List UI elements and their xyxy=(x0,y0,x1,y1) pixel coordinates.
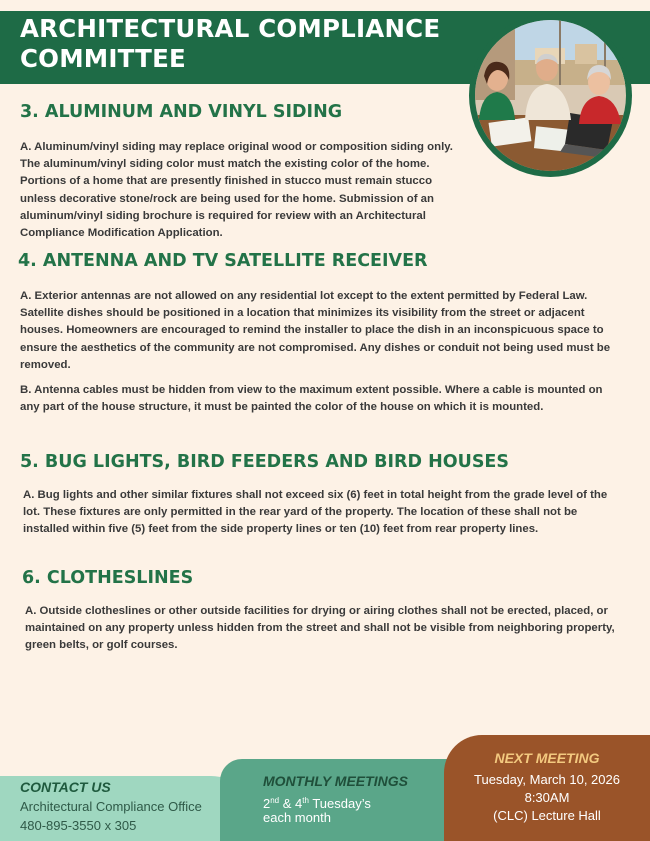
section-clotheslines-paragraph-a: A. Outside clotheslines or other outside facilities for drying or airing clothes shall not be erected, placed, or maintained on any property unless hidden from the street and shall not be visible from neighboring property, green belts, or golf courses. xyxy=(25,605,615,652)
section-heading-antenna: 4. ANTENNA AND TV SATELLITE RECEIVER xyxy=(18,251,428,271)
meetings-title: MONTHLY MEETINGS xyxy=(263,773,408,789)
section-bug-lights-paragraph-a: A. Bug lights and other similar fixtures shall not exceed six (6) feet in total height from the grade level of the lot. These fixtures are only permitted in the rear yard of the property. The location of these shall not be installed within five (5) feet from the side property lines or ten (10) feet from rear property lines. xyxy=(23,489,608,536)
contact-phone: 480-895-3550 x 305 xyxy=(20,818,137,833)
next-meeting-date: Tuesday, March 10, 2026 xyxy=(474,772,620,787)
meetings-day2-suffix: th xyxy=(302,796,309,805)
contact-title: CONTACT US xyxy=(20,779,111,795)
section-antenna-paragraph-a: A. Exterior antennas are not allowed on any residential lot except to the extent permitted by Federal Law. Satellite dishes should be positioned in a location that minimizes its visibility from the street or adjacent houses. Homeowners are encouraged to remind the installer to place the dish in an inconspicuous space to ensure the aesthetics of the community are not compromised. Any dishes or conduit not being used must be removed. xyxy=(20,290,611,371)
meetings-day1-suffix: nd xyxy=(270,796,280,805)
section-heading-bug-lights: 5. BUG LIGHTS, BIRD FEEDERS AND BIRD HOUSES xyxy=(20,452,509,472)
committee-photo-illustration xyxy=(475,20,626,171)
contact-office: Architectural Compliance Office xyxy=(20,799,202,814)
page-title: ARCHITECTURAL COMPLIANCE COMMITTEE xyxy=(20,14,441,73)
meetings-day1: 2 xyxy=(263,796,271,811)
meetings-day2: 4 xyxy=(295,796,303,811)
next-meeting-location: (CLC) Lecture Hall xyxy=(493,808,601,823)
section-antenna-paragraph-b: B. Antenna cables must be hidden from view to the maximum extent possible. Where a cable is mounted on any part of the house structure, it must be painted the color of the house on which it is mounted. xyxy=(20,384,603,414)
section-heading-siding: 3. ALUMINUM AND VINYL SIDING xyxy=(20,102,343,122)
committee-photo-frame xyxy=(469,14,632,177)
section-siding-paragraph-a: A. Aluminum/vinyl siding may replace original wood or composition siding only. The aluminum/vinyl siding color must match the existing color of the home. Portions of a home that are presently finished in stucco must remain stucco unless decorative stone/rock are being used for the home. Submission of an aluminum/vinyl siding brochure is required for review with an Architectural Compliance Modification Application. xyxy=(20,141,453,240)
meetings-frequency: each month xyxy=(263,810,331,825)
next-meeting-title: NEXT MEETING xyxy=(494,750,600,766)
section-heading-clotheslines: 6. CLOTHESLINES xyxy=(22,568,194,588)
meetings-and: & xyxy=(279,796,296,811)
meetings-weekday: Tuesday’s xyxy=(308,796,371,811)
next-meeting-time: 8:30AM xyxy=(524,790,570,805)
committee-photo xyxy=(475,20,626,171)
